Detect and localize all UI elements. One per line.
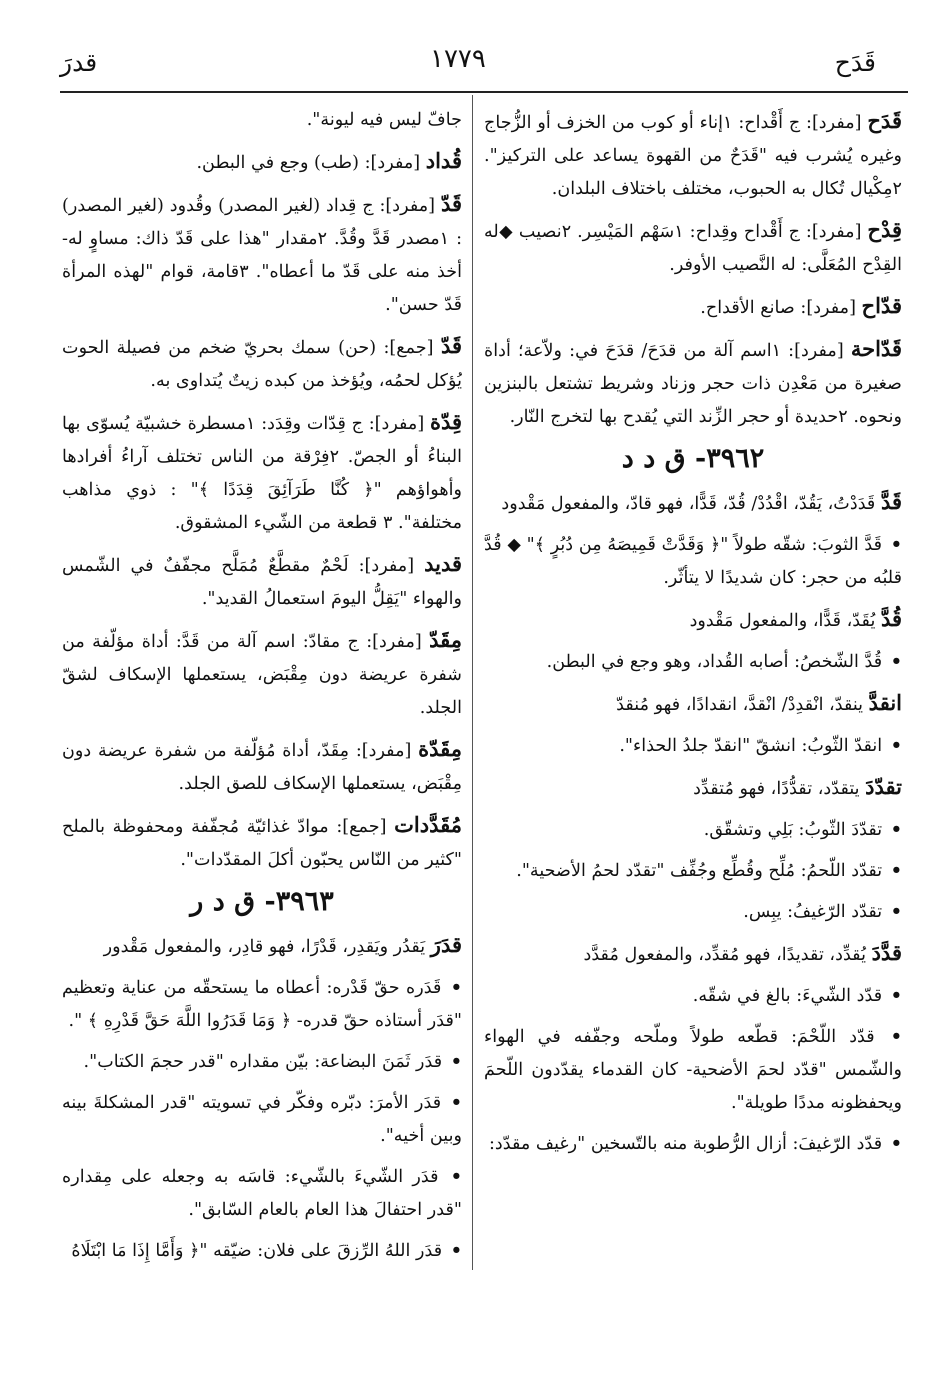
dictionary-entry (62, 329, 462, 398)
bullet-icon: • (450, 977, 462, 998)
entry-definition: [مفرد]: ١اسم آلة من قدَحَ/ قدَحَ في: ولاّعة؛ أداة صغيرة من مَعْدِن ذات حجر وزناد وشريط تشتعل بالبنزين ونحوه. ٢حديدة أو حجر الزِّند التي يُقدح بها لتخرج النّار. (484, 341, 902, 427)
root-heading: ٣٩٦٢- ق د د (621, 443, 765, 474)
entry-headword: قَدّ (440, 333, 462, 358)
entry-headword: قُدَّ (880, 606, 902, 631)
entry-headword: قَدّاحة (850, 336, 902, 361)
entry-definition: [مفرد]: ج أَقْداح: ١إناء أو كوب من الخزف أو الزُّجاج وغيره يُشرب فيه "قَدَحٌ من القهوة يساعد على التركيز". ٢مِكْيال تُكال به الحبوب، مختلف باختلاف البلدان. (484, 113, 902, 199)
sense-text: تقدّد الرّغيفُ: يبِس. (743, 902, 883, 922)
dictionary-entry (62, 808, 462, 877)
bullet-icon: • (890, 735, 902, 756)
page-number: ١٧٧٩ (430, 44, 486, 74)
entry-headword: مِقَدّ (429, 627, 462, 652)
entry-sense (62, 1045, 462, 1079)
bullet-icon: • (890, 1133, 902, 1154)
entry-definition: [مفرد]: ج قِداد (لغير المصدر) وقُدود (لغير المصدر) : ١مصدر قَدَّ وقُدَّ. ٢مقدار "هذا على قَدّ ذاك: مساوٍ له- أخذ منه على قَدّ ما أعطاه". ٣قامة، قوام "لهذه المرأة قَدّ حسن". (62, 196, 462, 315)
column-divider (472, 95, 473, 1270)
sense-text: قَدَّ الثوبَ: شقّه طولاً "﴿ وَقَدَّتْ قَمِيصَهُ مِن دُبُرٍ ﴾" ◆ قُدَّ قلبُه من حجر: كان شديدًا لا يتأثّر. (484, 535, 902, 588)
continued-text: جافّ ليس فيه ليونة". (306, 110, 462, 130)
sense-text: قَدَره حقّ قَدْره: أعطاه ما يستحقّه من عناية وتعظيم "قدَر أستاذه حقّ قدره- ﴿ وَمَا قَدَرُوا اللَّهَ حَقَّ قَدْرِهِ ﴾ ". (62, 978, 462, 1031)
entry-headword: انقدَّ (868, 690, 902, 715)
entry-headword: قدَرَ (430, 932, 462, 957)
entry-sense (484, 528, 902, 595)
entry-definition: يُقَدّ، قَدًّا، والمفعول مَقْدود (689, 611, 876, 631)
bullet-icon: • (890, 901, 902, 922)
entry-headword: قَدَّ (880, 489, 902, 514)
entry-definition: يَقدُر ويَقدِر، قَدْرًا، فهو قادِر، والمفعول مَقْدور (103, 937, 426, 957)
sense-text: قدَر الشّيءَ بالشّيء: قاسَه به وجعله على مِقداره "قدر احتفالَ هذا العام بالعام السّابق". (62, 1167, 462, 1220)
dictionary-entry (484, 332, 902, 434)
entry-headword: قديد (424, 551, 462, 576)
entry-definition: [مفرد]: (طب) وجع في البطن. (196, 153, 421, 173)
bullet-icon: • (890, 860, 902, 881)
entry-definition: [مفرد]: ج أَقْداح وقِداح: ١سَهْم المَيْسِر. ٢نصيب ◆له القِدْح المُعَلَّى: له النَّصيب الأوفر. (484, 222, 902, 275)
bullet-icon: • (890, 819, 902, 840)
entry-definition: [مفرد]: ج مقادّ: اسم آلة من قَدَّ: أداة مؤلّفة من شفرة عريضة دون مِقْبَض، يستعملها الإسكاف لشقّ الجلد. (62, 632, 462, 718)
dictionary-entry (62, 187, 462, 322)
right-column (484, 104, 902, 1274)
entry-headword: قدَّدَ (871, 940, 902, 965)
running-head-right: قَدَح (834, 48, 876, 77)
entry-headword: قِدْح (867, 217, 902, 242)
dictionary-entry (484, 485, 902, 521)
entry-definition: [جمع]: (حن) سمك بحريّ ضخم من فصيلة الحوت يُؤكل لحمُه، ويُؤخذ من كبده زيتٌ يُتداوى به. (62, 338, 462, 391)
entry-definition: [مفرد]: مِقَدّ، أداة مُؤلّفة من شفرة عريضة دون مِقْبَض، يستعملها الإسكاف للصق الجلد. (62, 741, 462, 794)
header-rule (60, 91, 908, 93)
bullet-icon: • (450, 1240, 462, 1261)
dictionary-entry (62, 547, 462, 616)
entry-definition: ينقدّ، انْقدِدْ/ انْقدَّ، انقدادًا، فهو مُنقدّ (616, 695, 864, 715)
dictionary-entry (484, 104, 902, 206)
entry-sense (62, 971, 462, 1038)
sense-text: قدَر ثَمَنَ البضاعة: بيّن مقداره "قدر حجمَ الكتاب". (83, 1052, 443, 1072)
entry-headword: قِدّة (429, 409, 462, 434)
sense-text: تقدّد اللّحمُ: مُلِّح وقُطِّع وجُفِّف "تقدّد لحمُ الأضحية". (516, 861, 883, 881)
sense-text: قدَر الأمرَ: دبّره وفكّر في تسويته "قدر المشكلةَ بينه وبين أخيه". (62, 1093, 462, 1146)
entry-sense (484, 1020, 902, 1120)
entry-headword: قُداد (425, 148, 462, 173)
entry-sense (484, 729, 902, 763)
left-column (62, 104, 462, 1274)
bullet-icon: • (890, 1026, 902, 1047)
entry-headword: مِقَدّة (418, 736, 462, 761)
dictionary-entry (484, 602, 902, 638)
bullet-icon: • (450, 1051, 462, 1072)
running-head-left: قدرَ (60, 48, 98, 77)
bullet-icon: • (890, 534, 902, 555)
entry-sense (62, 1234, 462, 1268)
page-header (0, 0, 938, 90)
bullet-icon: • (450, 1092, 462, 1113)
entry-definition: [مفرد]: لَحْمٌ مقطَّعٌ مُمَلَّح مجفّفٌ في الشّمس والهواء "يَقِلُّ اليومَ استعمالُ القديد". (62, 556, 462, 609)
entry-sense (484, 645, 902, 679)
bullet-icon: • (890, 651, 902, 672)
sense-text: قدّد الشّيءَ: بالغ في شقّه. (692, 986, 883, 1006)
entry-definition: يتقدّد، تقدُّدًا، فهو مُتقدِّد (693, 779, 860, 799)
entry-sense (484, 1127, 902, 1161)
sense-text: قُدَّ الشّخصُ: أصابه القُداد، وهو وجع في البطن. (546, 652, 883, 672)
entry-sense (62, 1160, 462, 1227)
dictionary-entry (62, 732, 462, 801)
sense-text: قدّد الرّغيفَ: أزال الرُّطوبة منه بالتّسخين "رغيف مقدّد: (489, 1134, 883, 1154)
dictionary-entry (484, 213, 902, 282)
entry-sense (484, 813, 902, 847)
dictionary-entry (62, 928, 462, 964)
entry-sense (484, 895, 902, 929)
entry-sense (484, 979, 902, 1013)
entry-definition: [مفرد]: ج قِدّات وقِدَد: ١مسطرة خشبيّة يُسوّى بها البناءُ أو الجصّ. ٢فِرْقة من الناس تختلف آراءُ أفرادها وأهواؤهم "﴿ كُنَّا طَرَآئِقَ قِدَدًا ﴾" : ذوي مذاهب مختلفة". ٣ قطعة من الشّيء المشقوق. (62, 414, 462, 533)
entry-headword: قدّاح (861, 293, 902, 318)
bullet-icon: • (450, 1166, 462, 1187)
dictionary-entry (484, 686, 902, 722)
dictionary-entry (62, 144, 462, 180)
entry-headword: قَدَح (867, 108, 902, 133)
dictionary-entry (62, 623, 462, 725)
entry-sense (484, 854, 902, 888)
entry-headword: قَدّ (440, 191, 462, 216)
entry-headword: مُقَدَّدات (394, 812, 462, 837)
entry-definition: قَدَدْتُ، يَقُدّ، اقْدُدْ/ قُدّ، قَدًّا، فهو قادّ، والمفعول مَقْدود (501, 494, 876, 514)
entry-definition: [جمع]: موادّ غذائيّة مُجفّفة ومحفوظة بالملح "كثير من النّاس يحبّون أكلَ المقدّدات". (62, 817, 462, 870)
dictionary-entry (484, 289, 902, 325)
root-heading: ٣٩٦٣- ق د ر (190, 886, 334, 917)
dictionary-entry (484, 936, 902, 972)
sense-text: قدَر اللهُ الرِّزقَ على فلان: ضيّقه "﴿ وَأَمَّا إِذَا مَا ابْتَلَاهُ (71, 1241, 443, 1261)
entry-headword: تقدّدَ (865, 774, 902, 799)
sense-text: تقدّدَ الثّوبُ: بَلِي وتشقّق. (703, 820, 883, 840)
entry-definition: يُقدِّد، تقديدًا، فهو مُقدِّد، والمفعول مُقدَّد (583, 945, 866, 965)
dictionary-entry (484, 770, 902, 806)
sense-text: قدّد اللّحْمَ: قطّعه طولاً وملّحه وجفّفه في الهواء والشّمس "قدّد لحمَ الأضحية- كان القدماء يقدّدون اللّحمَ ويحفظونه مددًا طويلة". (484, 1027, 902, 1113)
dictionary-entry (62, 405, 462, 540)
entry-definition: [مفرد]: صانع الأقداح. (700, 298, 856, 318)
sense-text: انقدّ الثّوبُ: انشقّ "انقدّ جلدُ الحذاء". (619, 736, 883, 756)
bullet-icon: • (890, 985, 902, 1006)
entry-sense (62, 1086, 462, 1153)
